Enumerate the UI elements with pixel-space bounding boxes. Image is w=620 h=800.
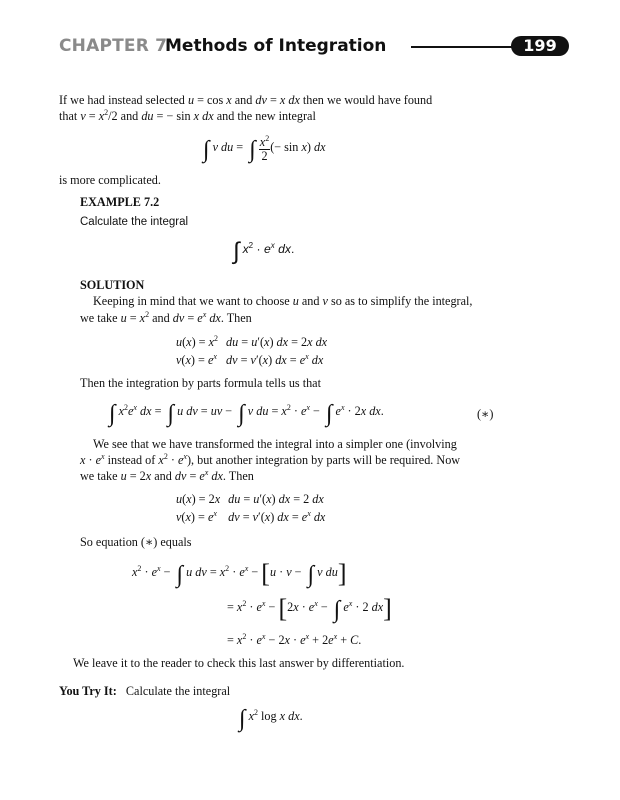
you-try-it bbox=[59, 684, 230, 699]
table-cell: dv = v′(x) dx = $e^x$ dx bbox=[228, 508, 326, 524]
chapter-title: Methods of Integration bbox=[165, 36, 387, 56]
table-cell: $v(x) = e^x$ bbox=[176, 508, 217, 524]
example-integral: ∫ $x^2 \cdot e^x$ dx. bbox=[233, 238, 295, 265]
you-try-prompt: Calculate the integral bbox=[125, 684, 231, 698]
table-row bbox=[176, 333, 335, 351]
final-equation-line-1: $x^2 \cdot e^x$ − ∫ u dv = $x^2 \cdot e^x - [u \cdot v$ − ∫ v du] bbox=[132, 559, 347, 588]
page-number-badge: 199 bbox=[511, 36, 569, 56]
parts-intro: Then the integration by parts formula tells us that bbox=[80, 376, 321, 390]
equation-first-integral: ∫ v du = ∫ $\frac{x^2}{2}$ (− sin x) dx bbox=[203, 134, 326, 163]
solution-line-1: Keeping in mind that we want to choose u and v so as to simplify the integral, bbox=[93, 294, 473, 308]
so-equation-line: So equation (∗) equals bbox=[80, 535, 192, 549]
table-row bbox=[176, 508, 333, 526]
table-cell: $u(x) = x^2$ bbox=[176, 333, 219, 349]
table-row bbox=[176, 490, 333, 508]
you-try-label: You Try It: bbox=[59, 684, 117, 698]
paragraph-3-line-2: $x \cdot e^x$ instead of $x^2 \cdot e^x$), but another integration by parts will be required. Now bbox=[80, 452, 461, 467]
chapter-label: CHAPTER 7 bbox=[59, 36, 168, 56]
closing-sentence: We leave it to the reader to check this last answer by differentiation. bbox=[73, 656, 405, 670]
example-heading: EXAMPLE 7.2 bbox=[80, 195, 160, 209]
paragraph-3-line-1: We see that we have transformed the integral into a simpler one (involving bbox=[93, 437, 457, 451]
paragraph-3-line-3: we take u = 2x and dv = $e^x$ dx. Then bbox=[80, 468, 254, 483]
parts-equation: ∫ $x^2e^x$ dx = ∫ u dv = uv − ∫ v du = $x^2 \cdot e^x$ − ∫ $e^x \cdot 2x$ dx. bbox=[109, 401, 384, 427]
table-cell: dv = v′(x) dx = $e^x$ dx bbox=[226, 351, 324, 367]
paragraph-1-line-1: If we had instead selected u = cos x and dv = x dx then we would have found bbox=[59, 93, 433, 107]
table-row bbox=[176, 351, 335, 369]
you-try-integral: ∫ $x^2$ log x dx. bbox=[239, 706, 303, 732]
substitution-table-2 bbox=[176, 490, 333, 526]
final-equation-line-2: = $x^2 \cdot e^x - [2x \cdot e^x$ − ∫ $e^x \cdot 2$ dx] bbox=[227, 594, 392, 623]
solution-heading: SOLUTION bbox=[80, 278, 145, 292]
example-prompt: Calculate the integral bbox=[80, 216, 189, 228]
paragraph-1-line-2: that $v = x^2/2$ and du = − sin x dx and the new integral bbox=[59, 108, 316, 123]
solution-line-2: we take $u = x^2$ and dv = $e^x$ dx. Then bbox=[80, 310, 252, 325]
substitution-table-1 bbox=[176, 333, 335, 369]
page-header bbox=[59, 34, 569, 62]
final-equation-line-3: = $x^2 \cdot e^x - 2x \cdot e^x + 2e^x + C$. bbox=[227, 632, 362, 647]
header-rule bbox=[411, 46, 521, 48]
table-cell: du = u′(x) dx = 2 dx bbox=[228, 491, 324, 506]
equation-tag: (∗) bbox=[477, 407, 494, 421]
table-cell: du = u′(x) dx = 2x dx bbox=[226, 334, 328, 349]
paragraph-2: is more complicated. bbox=[59, 173, 161, 187]
table-cell: $v(x) = e^x$ bbox=[176, 351, 217, 367]
table-cell: u(x) = 2x bbox=[176, 491, 221, 506]
